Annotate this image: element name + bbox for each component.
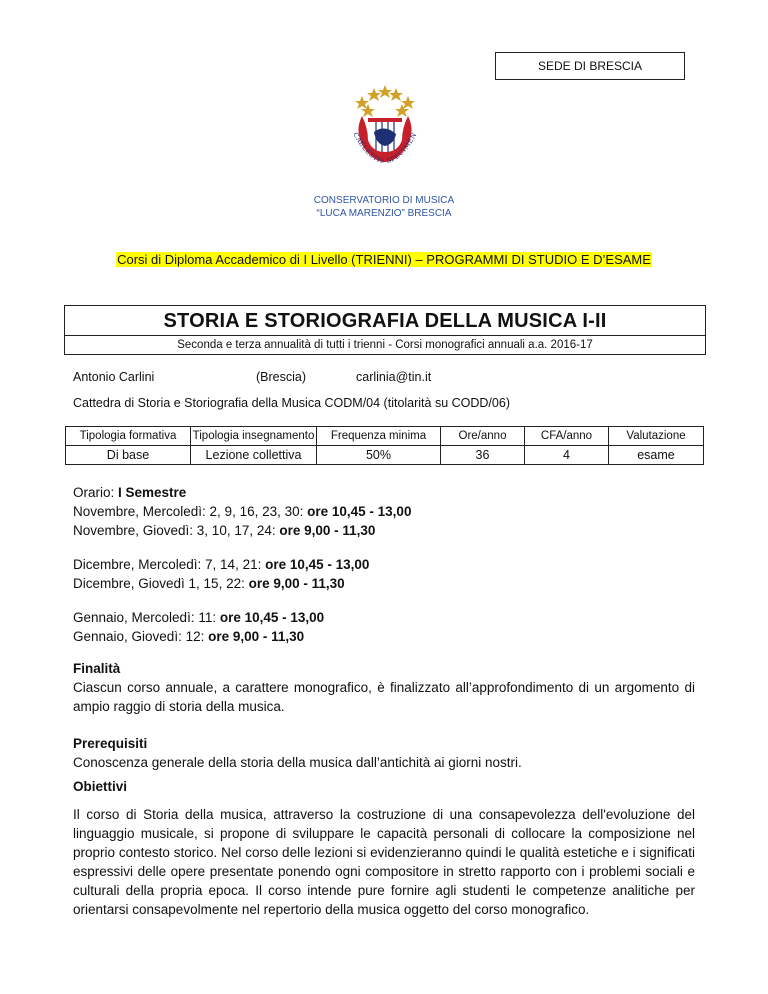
finalita-title: Finalità: [73, 661, 121, 676]
schedule-row: [73, 555, 695, 574]
table-header-row: [66, 427, 704, 446]
section-title: [73, 659, 695, 678]
orario-value: I Semestre: [118, 485, 187, 500]
table-cell: Lezione collettiva: [191, 446, 317, 465]
schedule-hours: ore 9,00 - 11,30: [208, 629, 305, 644]
obiettivi-text: Il corso di Storia della musica, attraverso la costruzione di una consapevolezza dell'evoluzione del linguaggio musicale, si propone di sviluppare le capacità personali di collocare la composizione nel proprio contesto storico. Nel corso delle lezioni si evidenzieranno quindi le qualità estetiche e i significati espressivi delle opere presentate ponendo ogni compositore in stretto rapporto con i problemi sociali e culturali della propria epoca. Il corso intende pure fornire agli studenti le competenze analitiche per orientarsi consapevolmente nel repertorio della musica oggetto del corso monografico.: [73, 807, 695, 917]
schedule-row: [73, 521, 695, 540]
prerequisiti-title: Prerequisiti: [73, 736, 148, 751]
schedule-row: [73, 627, 695, 646]
conservatorio-line-1: CONSERVATORIO DI MUSICA: [313, 195, 455, 206]
schedule-hours: ore 9,00 - 11,30: [279, 523, 376, 538]
table-header-cell: Tipologia formativa: [66, 427, 191, 446]
prerequisiti-section: [73, 734, 695, 772]
schedule-hours: ore 10,45 - 13,00: [219, 610, 325, 625]
schedule-text: Gennaio, Mercoledì: 11:: [73, 610, 220, 625]
teacher-city: (Brescia): [256, 370, 307, 384]
table-cell: 4: [525, 446, 609, 465]
table-header-cell: Frequenza minima: [317, 427, 441, 446]
table-cell: 36: [441, 446, 525, 465]
teacher-name: Antonio Carlini: [73, 370, 155, 384]
section-title: [73, 777, 695, 796]
conservatorio-line-2: “LUCA MARENZIO” BRESCIA: [316, 208, 452, 219]
svg-text:CAELESTIS SPECIMEN CONCENTUS: CAELESTIS SPECIMEN: [351, 130, 419, 166]
table-header-cell: Valutazione: [609, 427, 704, 446]
schedule-hours: ore 10,45 - 13,00: [265, 557, 370, 572]
course-info-table: [65, 426, 704, 465]
schedule-hours: ore 10,45 - 13,00: [307, 504, 412, 519]
finalita-section: [73, 659, 695, 716]
logo-stars-icon: [355, 85, 415, 117]
schedule-row: [73, 608, 695, 627]
prerequisiti-text: Conoscenza generale della storia della musica dall’antichità ai giorni nostri.: [73, 755, 522, 770]
schedule-text: Dicembre, Giovedì 1, 15, 22:: [73, 576, 249, 591]
corsi-heading: [0, 252, 768, 267]
obiettivi-title: Obiettivi: [73, 779, 128, 794]
table-header-cell: CFA/anno: [525, 427, 609, 446]
schedule-hours: ore 9,00 - 11,30: [248, 576, 345, 591]
table-cell: 50%: [317, 446, 441, 465]
corsi-heading-text: Corsi di Diploma Accademico di I Livello (TRIENNI) – PROGRAMMI DI STUDIO E D’ESAME: [117, 252, 651, 267]
table-cell: esame: [609, 446, 704, 465]
schedule-block: [73, 483, 695, 540]
schedule-text: Dicembre, Mercoledì: 7, 14, 21:: [73, 557, 266, 572]
table-header-cell: Ore/anno: [441, 427, 525, 446]
table-header-cell: Tipologia insegnamento: [191, 427, 317, 446]
cattedra-line: Cattedra di Storia e Storiografia della Musica CODM/04 (titolarità su CODD/06): [73, 396, 510, 410]
schedule-block-gennaio: [73, 608, 695, 646]
sede-box: SEDE DI BRESCIA: [495, 52, 685, 80]
table-cell: Di base: [66, 446, 191, 465]
obiettivi-section: [73, 777, 695, 919]
schedule-text: Gennaio, Giovedì: 12:: [73, 629, 209, 644]
course-title-box: [64, 305, 706, 355]
table-row: [66, 446, 704, 465]
course-title: STORIA E STORIOGRAFIA DELLA MUSICA I-II: [65, 306, 705, 336]
schedule-row: [73, 574, 695, 593]
orario-line: [73, 483, 695, 502]
conservatorio-name: [0, 194, 768, 220]
section-title: [73, 734, 695, 753]
schedule-text: Novembre, Giovedì: 3, 10, 17, 24:: [73, 523, 280, 538]
course-subtitle: Seconda e terza annualità di tutti i trienni - Corsi monografici annuali a.a. 2016-17: [177, 339, 593, 351]
schedule-block-dicembre: [73, 555, 695, 593]
conservatorio-logo: [340, 82, 430, 182]
schedule-row: [73, 502, 695, 521]
teacher-email: carlinia@tin.it: [356, 370, 432, 384]
finalita-text: Ciascun corso annuale, a carattere monografico, è finalizzato all’approfondimento di un argomento di ampio raggio di storia della musica.: [73, 680, 695, 714]
schedule-text: Novembre, Mercoledì: 2, 9, 16, 23, 30:: [73, 504, 308, 519]
orario-label: Orario:: [73, 485, 119, 500]
